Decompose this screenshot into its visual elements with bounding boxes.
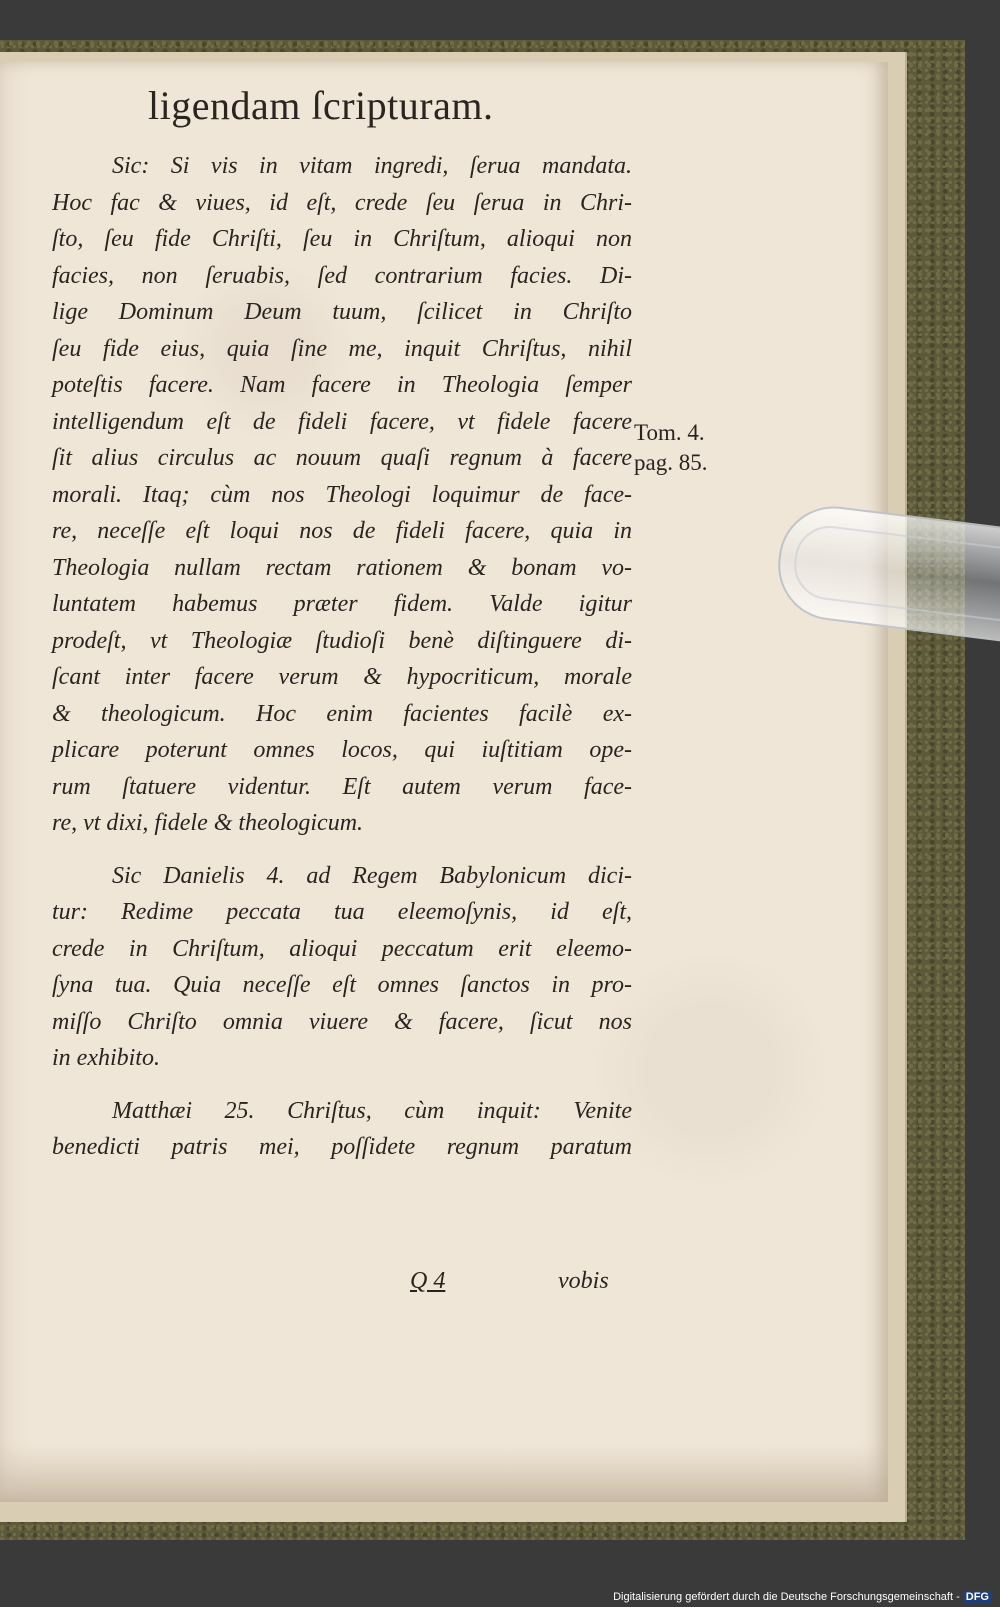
- text-line: & theologicum. Hoc enim facientes facilè ex-: [52, 700, 632, 727]
- text-line: Sic Danielis 4. ad Regem Babylonicum dici-: [112, 862, 632, 889]
- text-line: ſit alius circulus ac nouum quaſi regnum à facere: [52, 445, 632, 471]
- text-line: ſeu fide eius, quia ſine me, inquit Chriſtus, nihil: [52, 335, 632, 362]
- margin-note-line: pag. 85.: [634, 450, 708, 475]
- text-line: in exhibito.: [52, 1045, 160, 1071]
- footer-text: Digitalisierung gefördert durch die Deutsche Forschungsgemeinschaft -: [613, 1591, 960, 1603]
- text-line: Hoc fac & viues, id eſt, crede ſeu ſerua in Chri-: [52, 189, 632, 216]
- page-text: [52, 148, 632, 1166]
- torn-edge: [0, 1442, 888, 1502]
- text-line: morali. Itaq; cùm nos Theologi loquimur de face-: [52, 481, 632, 508]
- text-line: Sic: Si vis in vitam ingredi, ſerua mandata.: [112, 153, 632, 179]
- signature-mark: Q 4: [410, 1268, 446, 1294]
- running-header: ligendam ſcripturam.: [148, 83, 494, 128]
- text-line: ſyna tua. Quia neceſſe eſt omnes ſanctos in pro-: [52, 972, 632, 998]
- text-line: crede in Chriſtum, alioqui peccatum erit eleemo-: [52, 935, 632, 962]
- text-line: poteſtis facere. Nam facere in Theologia ſemper: [52, 372, 632, 398]
- text-line: ſto, ſeu fide Chriſti, ſeu in Chriſtum, alioqui non: [52, 226, 632, 252]
- margin-note: [634, 418, 707, 478]
- text-line: plicare poterunt omnes locos, qui iuſtitiam ope-: [52, 737, 632, 763]
- catchword: vobis: [558, 1268, 609, 1294]
- digitization-footer: [613, 1591, 992, 1603]
- margin-note-line: Tom. 4.: [634, 420, 705, 445]
- text-line: luntatem habemus præter fidem. Valde igitur: [52, 591, 632, 617]
- text-line: intelligendum eſt de fideli facere, vt fidele facere: [52, 408, 632, 435]
- text-line: Matthæi 25. Chriſtus, cùm inquit: Venite: [112, 1097, 632, 1124]
- text-line: benedicti patris mei, poſſidete regnum paratum: [52, 1134, 632, 1160]
- text-line: re, neceſſe eſt loqui nos de fideli facere, quia in: [52, 518, 632, 544]
- dfg-logo: DFG: [963, 1591, 992, 1603]
- text-line: tur: Redime peccata tua eleemoſynis, id eſt,: [52, 899, 632, 925]
- paragraph-3: [52, 1093, 632, 1166]
- text-line: Theologia nullam rectam rationem & bonam vo-: [52, 554, 632, 581]
- text-line: prodeſt, vt Theologiæ ſtudioſi benè diſtinguere di-: [52, 627, 632, 654]
- text-line: lige Dominum Deum tuum, ſcilicet in Chriſto: [52, 299, 632, 325]
- paragraph-2: [52, 858, 632, 1077]
- text-line: ſcant inter facere verum & hypocriticum, morale: [52, 664, 632, 690]
- text-line: miſſo Chriſto omnia viuere & facere, ſicut nos: [52, 1008, 632, 1035]
- text-line: re, vt dixi, fidele & theologicum.: [52, 810, 364, 836]
- paragraph-1: [52, 148, 632, 842]
- text-line: facies, non ſeruabis, ſed contrarium facies. Di-: [52, 262, 632, 289]
- text-line: rum ſtatuere videntur. Eſt autem verum face-: [52, 773, 632, 800]
